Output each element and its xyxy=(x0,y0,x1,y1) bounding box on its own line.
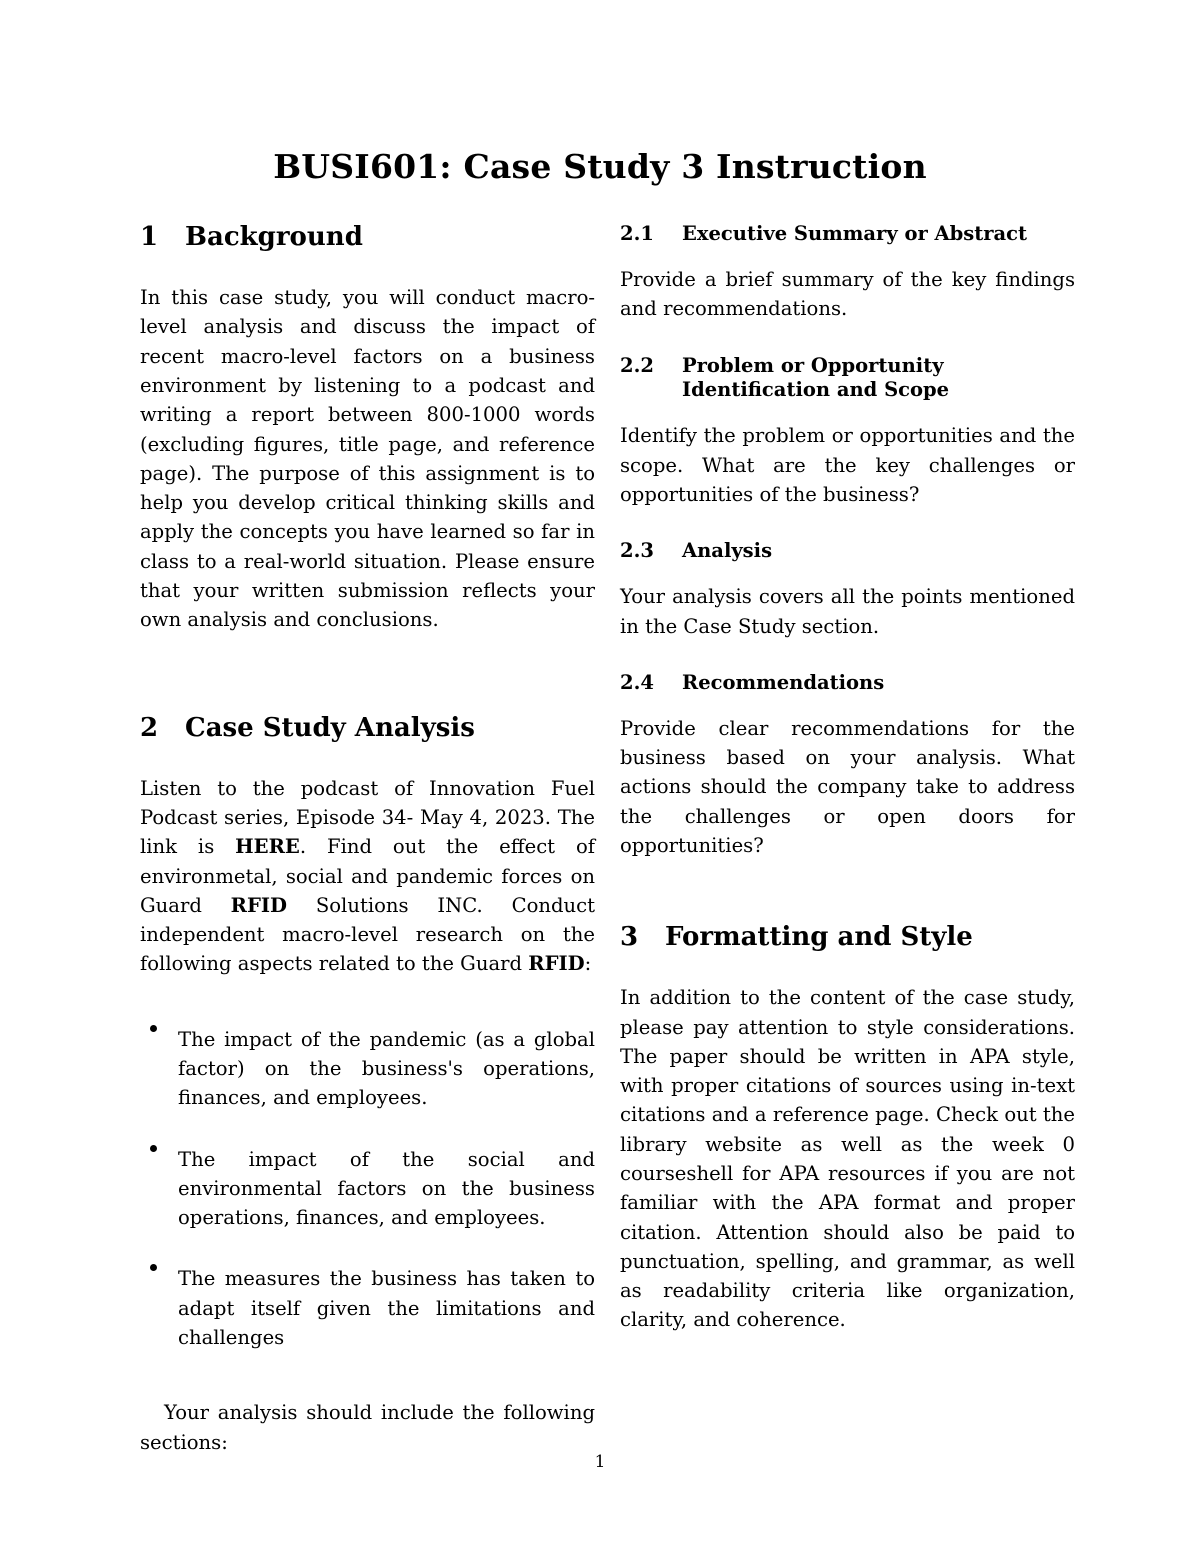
subsection-number: 2.4 xyxy=(620,670,654,694)
left-column xyxy=(140,222,595,1457)
section-title: Background xyxy=(185,222,363,252)
formatting-and-style-paragraph: In addition to the content of the case study, please pay attention to style considerations. The paper should be written in APA style, with proper citations of sources using in-text citations and a reference page. Check out the library website as well as the week 0 courseshell for APA resources if you are not familiar with the APA format and proper citation. Attention should also be paid to punctuation, spelling, and grammar, as well as readability criteria like organization, clarity, and coherence. xyxy=(620,986,1075,1332)
bullet-dot-icon xyxy=(150,1264,157,1271)
spacer xyxy=(140,1352,595,1398)
section-title: Formatting and Style xyxy=(665,922,973,953)
list-item xyxy=(140,1264,595,1352)
section-heading-background xyxy=(140,222,595,253)
subsection-number: 2.1 xyxy=(620,222,654,245)
list-item xyxy=(140,1145,595,1233)
page-number: 1 xyxy=(594,1452,606,1472)
subsection-heading-analysis xyxy=(620,539,1075,564)
executive-summary-paragraph: Provide a brief summary of the key findings and recommendations. xyxy=(620,267,1075,321)
intro-text-part-3: Solutions INC. Conduct independent macro-level research on the following aspects related to the Guard xyxy=(140,893,595,976)
spacer xyxy=(620,564,1075,582)
section-heading-case-study-analysis xyxy=(140,713,595,744)
bullet-dot-icon xyxy=(150,1145,157,1152)
spacer xyxy=(620,953,1075,983)
spacer xyxy=(620,324,1075,354)
right-column xyxy=(620,222,1075,1335)
two-column-body xyxy=(140,222,1075,1454)
case-study-aspects-list xyxy=(140,1025,595,1353)
rfid-emphasis-second: RFID xyxy=(528,952,585,976)
intro-text-part-4: : xyxy=(584,952,592,976)
spacer xyxy=(620,860,1075,922)
section-title: Case Study Analysis xyxy=(185,712,475,743)
subsection-title: Recommendations xyxy=(682,670,885,694)
spacer xyxy=(620,509,1075,539)
intro-text-part-2: . Find out the effect of environmetal, social and pandemic forces on Guard xyxy=(140,835,596,917)
spacer xyxy=(620,641,1075,671)
background-paragraph: In this case study, you will conduct macro-level analysis and discuss the impact of recent macro-level factors on a business environment by listening to a podcast and writing a report between 800-1000 words (excluding figures, title page, and reference page). The purpose of this assignment is to help you develop critical thinking skills and apply the concepts you have learned so far in class to a real-world situation. Please ensure that your written submission reflects your own analysis and conclusions. xyxy=(140,286,595,632)
subsection-number: 2.2 xyxy=(620,353,654,377)
intro-text-part-1: Listen to the podcast of Innovation Fuel Podcast series, Episode 34- May 4, 2023. The link is xyxy=(140,776,595,859)
section-number: 2 xyxy=(140,712,159,743)
subsection-heading-recommendations xyxy=(620,671,1075,696)
spacer xyxy=(620,247,1075,265)
spacer xyxy=(140,744,595,774)
spacer xyxy=(620,403,1075,421)
list-item-text: The impact of the social and environmental factors on the business operations, finances, and employees. xyxy=(178,1147,595,1230)
case-study-intro-paragraph xyxy=(140,774,595,979)
subsection-title: Problem or Opportunity Identification and Scope xyxy=(682,353,950,402)
rfid-emphasis-first: RFID xyxy=(230,893,288,917)
list-item-text: The impact of the pandemic (as a global factor) on the business's operations, finances, and employees. xyxy=(178,1027,595,1110)
spacer xyxy=(140,979,595,1025)
bullet-dot-icon xyxy=(150,1025,157,1032)
list-item-text: The measures the business has taken to adapt itself given the limitations and challenges xyxy=(178,1267,595,1349)
subsection-number: 2.3 xyxy=(620,539,654,563)
list-item xyxy=(140,1025,595,1113)
subsection-title: Executive Summary or Abstract xyxy=(682,222,1028,245)
spacer xyxy=(620,696,1075,714)
page-title: BUSI601: Case Study 3 Instruction xyxy=(273,147,927,186)
recommendations-paragraph: Provide clear recommendations for the business based on your analysis. What actions should the company take to address the challenges or open doors for opportunities? xyxy=(620,716,1075,857)
spacer xyxy=(140,253,595,283)
spacer xyxy=(140,635,595,713)
section-number: 1 xyxy=(140,222,159,252)
case-study-closing-paragraph: Your analysis should include the following sections: xyxy=(140,1401,595,1454)
podcast-link[interactable]: HERE xyxy=(235,835,300,859)
section-number: 3 xyxy=(620,922,639,953)
section-heading-formatting-and-style xyxy=(620,922,1075,953)
problem-identification-paragraph: Identify the problem or opportunities and the scope. What are the key challenges or opportunities of the business? xyxy=(620,424,1075,506)
analysis-paragraph: Your analysis covers all the points mentioned in the Case Study section. xyxy=(620,585,1075,638)
subsection-title: Analysis xyxy=(682,539,773,563)
subsection-heading-problem-identification xyxy=(620,354,1075,404)
subsection-heading-executive-summary xyxy=(620,222,1075,247)
